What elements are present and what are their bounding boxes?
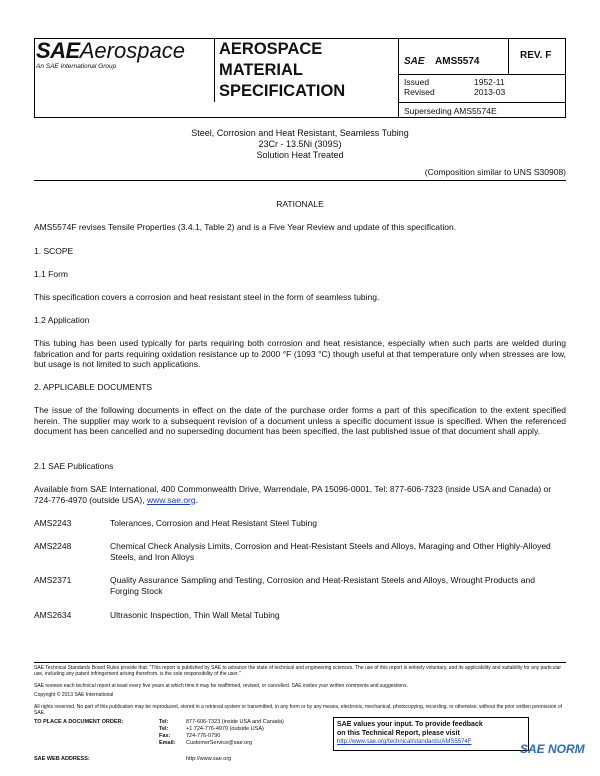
applicable-text: The issue of the following documents in effect on the date of the purchase order forms a part of this specification to the extent specified herein. The supplier may work to a subsequent revision of a document unless a specific document issue is specified. When the referenced document has been cancelled and no superseding document has been specified, the last published issue of that document shall apply.	[34, 405, 566, 436]
order-label: TO PLACE A DOCUMENT ORDER:	[34, 719, 124, 725]
spec-title-line-2: MATERIAL	[219, 61, 304, 79]
rationale-text: AMS5574F revises Tensile Properties (3.4.1, Table 2) and is a Five Year Review and update of this specification.	[34, 222, 457, 232]
doc-ref-desc: Tolerances, Corrosion and Heat Resistant Steel Tubing	[110, 518, 317, 528]
superseding: Superseding AMS5574E	[404, 106, 497, 116]
subject-line-2: 23Cr - 13.5Ni (309S)	[258, 139, 342, 149]
contact-values	[186, 719, 284, 747]
sae-publications-heading: 2.1 SAE Publications	[34, 461, 114, 471]
doc-ref-num: AMS2243	[34, 518, 72, 528]
fax-value: 724-776-0790	[186, 733, 221, 739]
footer-divider	[34, 662, 566, 663]
feedback-line-2: on this Technical Report, please visit	[337, 730, 460, 737]
spec-title-line-3: SPECIFICATION	[219, 82, 346, 100]
doc-ref-desc: Ultrasonic Inspection, Thin Wall Metal Tubing	[110, 610, 280, 620]
application-text: This tubing has been used typically for parts requiring both corrosion and heat resistance, especially when such parts are welded during fabrication and for parts requiring oxidation resistance up to 2000 °F (1093 °C) though useful at that temperature only when stresses are low, but usage is not limited to such applications.	[34, 338, 566, 369]
web-label: SAE WEB ADDRESS:	[34, 756, 90, 762]
doc-ref-num: AMS2371	[34, 575, 72, 585]
scope-heading: 1. SCOPE	[34, 246, 74, 256]
subject-line-1: Steel, Corrosion and Heat Resistant, Seamless Tubing	[191, 128, 409, 138]
email-value: CustomerService@sae.org	[186, 740, 253, 746]
tel2-label: Tel:	[159, 726, 169, 732]
header-divider-2	[398, 38, 399, 118]
applicable-heading: 2. APPLICABLE DOCUMENTS	[34, 382, 153, 392]
subject-line-3: Solution Heat Treated	[256, 150, 344, 160]
available-address: Available from SAE International, 400 Commonwealth Drive, Warrendale, PA 15096-0001, Tel: 877-606-7323 (inside USA and Canada) or 724-776-4970 (outside USA),	[34, 484, 552, 505]
revised-label: Revised	[404, 87, 435, 97]
brand-aerospace: Aerospace	[79, 38, 185, 63]
footer-rules: SAE Technical Standards Board Rules provide that: "This report is published by SAE to advance the state of technical and engineering sciences. The use of this report is entirely voluntary, and its applicability and suitability for any particular use, including any patent infringement arising therefrom, is the sole responsibility of the user."	[34, 665, 562, 677]
revised-date: 2013-03	[474, 87, 506, 97]
doc-ref-num: AMS2634	[34, 610, 72, 620]
header-hline-1	[398, 74, 566, 75]
web-value[interactable]: http://www.sae.org	[186, 756, 232, 762]
issued-date: 1952-11	[474, 77, 505, 87]
footer-copyright: Copyright © 2013 SAE International	[34, 692, 114, 698]
feedback-line-1: SAE values your input. To provide feedback	[337, 721, 483, 728]
tel2-value: +1 724-776-4970 (outside USA)	[186, 726, 264, 732]
brand-tagline: An SAE International Group	[36, 63, 117, 70]
email-label: Email:	[159, 740, 176, 746]
feedback-link[interactable]: http://www.sae.org/technical/standards/AMS5574F	[337, 739, 472, 745]
application-heading: 1.2 Application	[34, 315, 90, 325]
doc-ref-num: AMS2248	[34, 541, 72, 551]
header-hline-2	[398, 102, 566, 103]
spec-title-line-1: AEROSPACE	[219, 40, 323, 58]
doc-ref-desc: Quality Assurance Sampling and Testing, Corrosion and Heat-Resistant Steels and Alloys, Wrought Products and Forging Stock	[110, 575, 535, 596]
doc-number-cell	[404, 51, 479, 69]
header-divider-1	[214, 38, 215, 102]
footer-rights: All rights reserved. No part of this publication may be reproduced, stored in a retrieval system or transmitted, in any form or by any means, electronic, mechanical, photocopying, recording, or otherwise, without the prior written permission of SAE.	[34, 704, 563, 716]
fax-label: Fax:	[159, 733, 171, 739]
issued-label: Issued	[404, 77, 430, 87]
contact-labels	[159, 719, 176, 747]
form-text: This specification covers a corrosion and heat resistant steel in the form of seamless tubing.	[34, 292, 380, 302]
subject-block	[34, 128, 566, 161]
doc-ref-desc: Chemical Check Analysis Limits, Corrosion and Heat-Resistant Steels and Alloys, Maraging and Other Highly-Alloyed Steels, and Iron Alloys	[110, 541, 551, 562]
brand-sae: SAE	[36, 38, 80, 63]
available-text	[34, 484, 566, 505]
watermark-logo: SAE NORM	[520, 742, 585, 756]
rationale-heading: RATIONALE	[276, 199, 324, 209]
footer-review: SAE reviews each technical report at least every five years at which time it may be reaffirmed, revised, or cancelled. SAE invites your written comments and suggestions.	[34, 683, 408, 689]
tel-label: Tel:	[159, 719, 169, 725]
available-period: .	[195, 494, 198, 505]
brand-logo	[36, 38, 185, 64]
rev-label: REV. F	[520, 50, 552, 61]
spec-title	[219, 39, 345, 102]
sae-website-link[interactable]: www.sae.org	[146, 494, 196, 505]
feedback-box	[333, 717, 529, 751]
header-divider-3	[508, 38, 509, 74]
doc-number: AMS5574	[435, 56, 480, 67]
subject-divider	[34, 180, 566, 181]
form-heading: 1.1 Form	[34, 269, 69, 279]
composition-note: (Composition similar to UNS S30908)	[424, 167, 566, 177]
doc-sae-logo: SAE	[404, 56, 425, 67]
tel-value: 877-606-7323 (inside USA and Canada)	[186, 719, 284, 725]
